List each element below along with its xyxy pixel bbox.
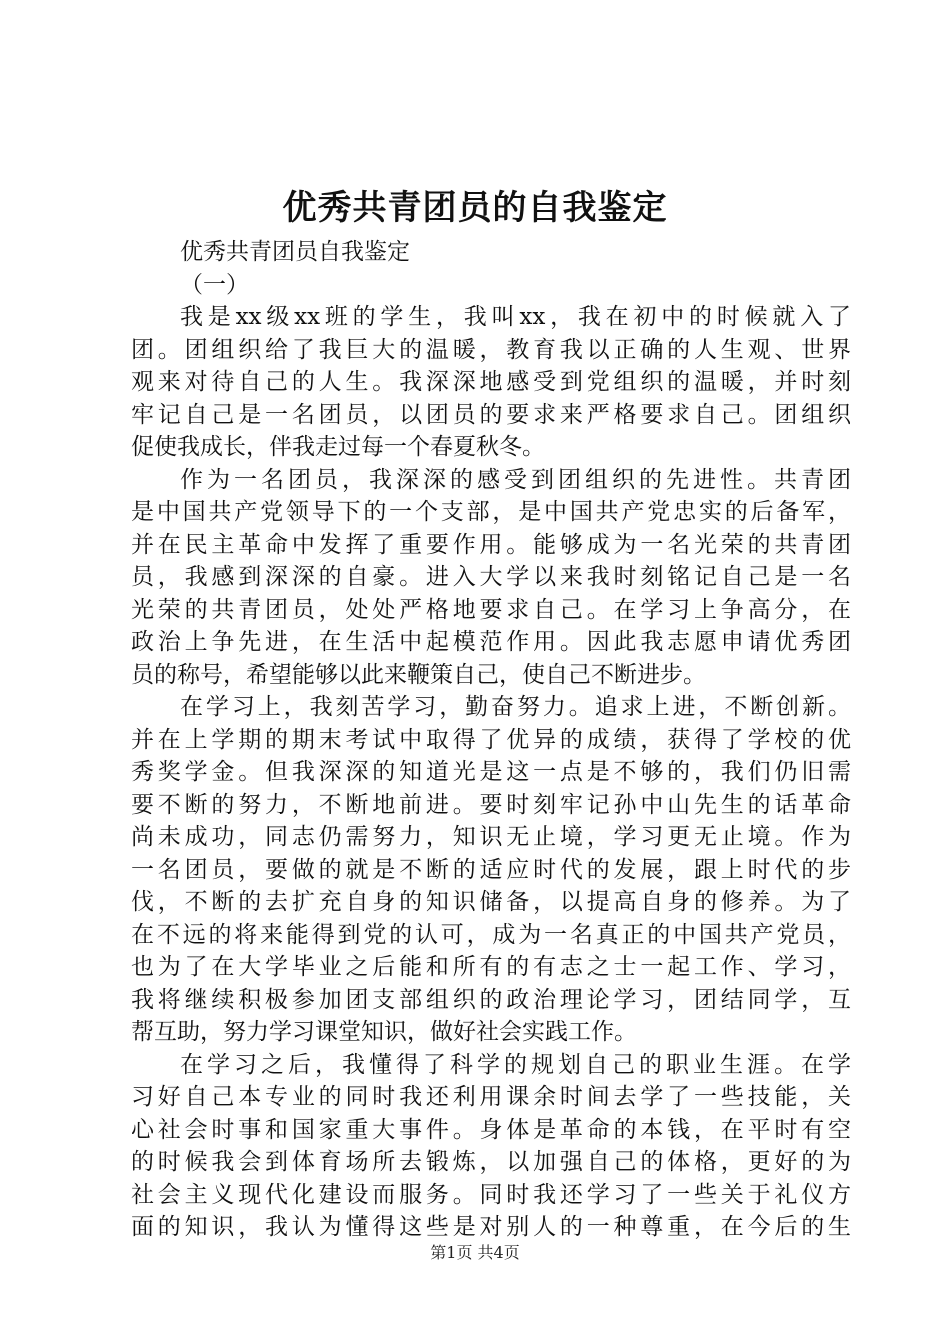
text-line: 在学习之后，我懂得了科学的规划自己的职业生涯。在学 [180, 1051, 851, 1078]
text-line: 伐，不断的去扩充自身的知识储备，以提高自身的修养。为了 [131, 889, 851, 915]
document-title: 优秀共青团员的自我鉴定 [282, 188, 668, 228]
text-line: 要不断的努力，不断地前进。要时刻牢记孙中山先生的话革命 [131, 791, 851, 818]
text-line: 员的称号，希望能够以此来鞭策自己，使自己不断进步。 [131, 661, 706, 688]
text-line: 的时候我会到体育场所去锻炼，以加强自己的体格，更好的为 [131, 1149, 851, 1175]
text-line: 我将继续积极参加团支部组织的政治理论学习，团结同学，互 [131, 986, 851, 1013]
text-line: 也为了在大学毕业之后能和所有的有志之士一起工作、学习， [131, 954, 851, 980]
text-line: 团。团组织给了我巨大的温暖，教育我以正确的人生观、世界 [131, 336, 851, 363]
text-line: 尚未成功，同志仍需努力，知识无止境，学习更无止境。作为 [131, 824, 851, 850]
text-line: 社会主义现代化建设而服务。同时我还学习了一些关于礼仪方 [131, 1181, 851, 1208]
text-line: 在学习上，我刻苦学习，勤奋努力。追求上进，不断创新。 [180, 694, 851, 720]
text-line: 习好自己本专业的同时我还利用课余时间去学了一些技能，关 [131, 1084, 851, 1110]
text-line: 观来对待自己的人生。我深深地感受到党组织的温暖，并时刻 [131, 369, 851, 395]
text-line: 面的知识，我认为懂得这些是对别人的一种尊重，在今后的生 [131, 1214, 851, 1240]
text-line: 是中国共产党领导下的一个支部，是中国共产党忠实的后备军， [131, 499, 851, 525]
text-line: 员，我感到深深的自豪。进入大学以来我时刻铭记自己是一名 [131, 564, 851, 590]
text-line: 光荣的共青团员，处处严格地要求自己。在学习上争高分，在 [131, 596, 851, 623]
text-line: 促使我成长，伴我走过每一个春夏秋冬。 [131, 434, 545, 460]
text-line: 优秀共青团员自我鉴定 [180, 239, 410, 265]
text-line: 作为一名团员，我深深的感受到团组织的先进性。共青团 [180, 466, 851, 493]
text-line: （一） [180, 271, 249, 298]
text-line: 我是xx级xx班的学生，我叫xx，我在初中的时候就入了 [180, 304, 851, 330]
page-footer: 第1页 共4页 [430, 1243, 520, 1262]
text-line: 政治上争先进，在生活中起模范作用。因此我志愿申请优秀团 [131, 629, 851, 655]
text-line: 牢记自己是一名团员，以团员的要求来严格要求自己。团组织 [131, 401, 851, 428]
text-line: 秀奖学金。但我深深的知道光是这一点是不够的，我们仍旧需 [131, 759, 851, 785]
text-line: 心社会时事和国家重大事件。身体是革命的本钱，在平时有空 [131, 1116, 851, 1143]
text-line: 在不远的将来能得到党的认可，成为一名真正的中国共产党员， [131, 921, 851, 948]
text-line: 并在上学期的期末考试中取得了优异的成绩，获得了学校的优 [131, 726, 851, 753]
document-body [131, 236, 851, 1244]
text-line: 并在民主革命中发挥了重要作用。能够成为一名光荣的共青团 [131, 531, 851, 558]
text-line: 一名团员，要做的就是不断的适应时代的发展，跟上时代的步 [131, 856, 851, 883]
text-line: 帮互助，努力学习课堂知识，做好社会实践工作。 [131, 1019, 637, 1045]
